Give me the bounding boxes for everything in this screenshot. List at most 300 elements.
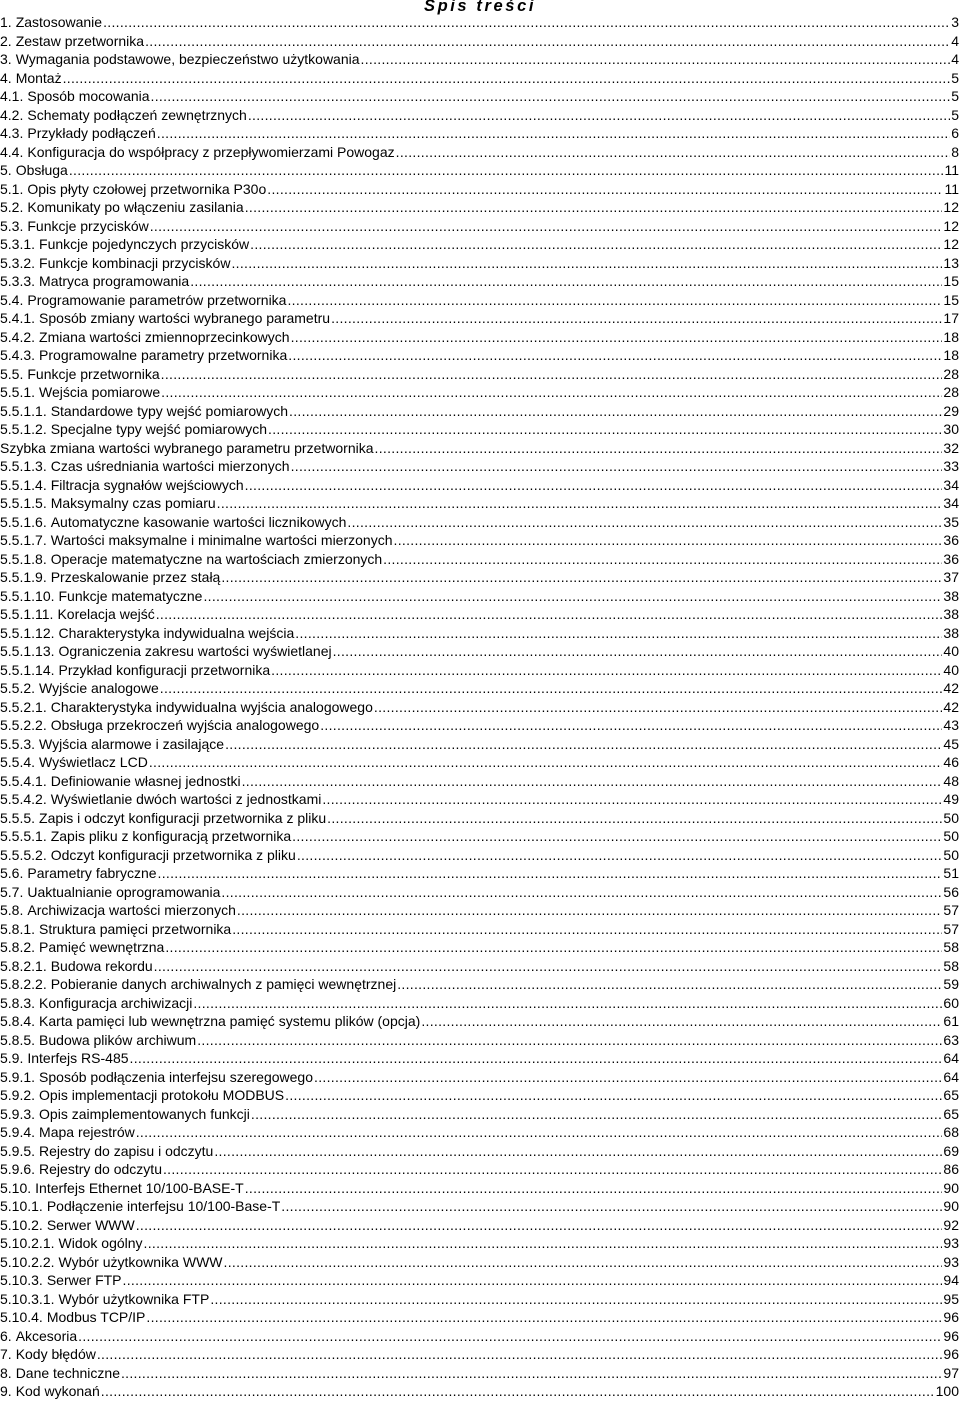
toc-entry[interactable] bbox=[0, 827, 959, 846]
toc-entry-label: Opis implementacji protokołu MODBUS bbox=[39, 1087, 285, 1103]
toc-entry[interactable] bbox=[0, 1364, 959, 1383]
toc-entry-label: Podłączenie interfejsu 10/100-Base-T bbox=[46, 1198, 281, 1214]
toc-entry-page-number: 95 bbox=[943, 1290, 959, 1307]
toc-entry-page-number: 32 bbox=[943, 439, 959, 456]
toc-entry-page-number: 100 bbox=[935, 1383, 959, 1399]
toc-entry-number: 5.1. bbox=[0, 180, 24, 197]
toc-entry[interactable] bbox=[0, 883, 959, 902]
toc-entry-page-number: 42 bbox=[943, 680, 959, 696]
toc-entry-number: 5.3.2. bbox=[0, 254, 36, 271]
toc-entry[interactable] bbox=[0, 1308, 959, 1327]
toc-entry-label: Wybór użytkownika FTP bbox=[58, 1290, 210, 1307]
toc-entry-number: 5.8.3. bbox=[0, 994, 36, 1011]
toc-entry-number: 5.10.1. bbox=[0, 1198, 43, 1214]
toc-entry-page-number: 97 bbox=[943, 1364, 959, 1381]
toc-entry-page-number: 45 bbox=[943, 735, 959, 752]
toc-entry[interactable] bbox=[0, 1290, 959, 1309]
toc-entry-page-number: 18 bbox=[943, 347, 959, 363]
toc-entry-label: Schematy podłączeń zewnętrznych bbox=[27, 106, 247, 123]
toc-entry[interactable] bbox=[0, 716, 959, 735]
toc-entry-number: 5.8.2.2. bbox=[0, 976, 47, 992]
toc-entry-page-number: 94 bbox=[943, 1272, 959, 1288]
dot-leader bbox=[320, 716, 942, 735]
toc-entry[interactable] bbox=[0, 32, 959, 51]
toc-entry-label: Charakterystyka indywidualna wyjścia analogowego bbox=[50, 698, 373, 715]
toc-entry-number: 5.10.2.2. bbox=[0, 1253, 55, 1270]
toc-entry-label: Sposób podłączenia interfejsu szeregowego bbox=[39, 1068, 313, 1085]
toc-entry[interactable] bbox=[0, 1271, 959, 1290]
toc-entry-number: 5.3.3. bbox=[0, 273, 36, 289]
toc-entry-number: 5.10.3. bbox=[0, 1272, 43, 1288]
table-of-contents bbox=[0, 13, 959, 1401]
dot-leader bbox=[121, 1364, 942, 1383]
toc-entry-number: 5.5.3. bbox=[0, 735, 36, 752]
toc-entry-label: Funkcje matematyczne bbox=[58, 587, 203, 604]
toc-entry-number: 5.2. bbox=[0, 199, 24, 215]
toc-entry[interactable] bbox=[0, 975, 959, 994]
dot-leader bbox=[197, 1031, 942, 1050]
toc-entry-page-number: 8 bbox=[951, 143, 959, 160]
dot-leader bbox=[157, 124, 950, 143]
toc-entry[interactable] bbox=[0, 161, 959, 180]
toc-entry-page-number: 30 bbox=[943, 421, 959, 437]
toc-entry-number: 4.2. bbox=[0, 106, 24, 123]
toc-entry-page-number: 51 bbox=[943, 865, 959, 881]
toc-entry-page-number: 96 bbox=[943, 1309, 959, 1325]
toc-entry[interactable] bbox=[0, 1142, 959, 1161]
toc-entry[interactable] bbox=[0, 901, 959, 920]
toc-entry-label: Struktura pamięci przetwornika bbox=[39, 920, 232, 937]
toc-entry[interactable] bbox=[0, 846, 959, 865]
dot-leader bbox=[361, 50, 951, 69]
toc-entry-number: 5.6. bbox=[0, 865, 24, 881]
toc-entry[interactable] bbox=[0, 1179, 959, 1198]
toc-entry-page-number: 86 bbox=[943, 1161, 959, 1177]
dot-leader bbox=[103, 13, 950, 32]
toc-entry-label: Funkcje pojedynczych przycisków bbox=[39, 236, 250, 252]
dot-leader bbox=[285, 1086, 942, 1105]
toc-entry-number: 5. bbox=[0, 162, 12, 178]
toc-entry[interactable] bbox=[0, 1086, 959, 1105]
dot-leader bbox=[383, 550, 942, 569]
dot-leader bbox=[225, 735, 942, 754]
toc-entry[interactable] bbox=[0, 1327, 959, 1346]
toc-entry-page-number: 11 bbox=[944, 162, 959, 178]
dot-leader bbox=[150, 217, 943, 236]
toc-entry[interactable] bbox=[0, 309, 959, 328]
toc-entry-label: Wyjścia alarmowe i zasilające bbox=[39, 735, 225, 752]
toc-entry-label: Szybka zmiana wartości wybranego parametru przetwornika bbox=[0, 439, 374, 456]
toc-entry-page-number: 38 bbox=[943, 624, 959, 641]
toc-entry-page-number: 68 bbox=[943, 1124, 959, 1140]
toc-entry-page-number: 59 bbox=[943, 976, 959, 992]
toc-entry-label: Wyświetlacz LCD bbox=[39, 754, 148, 770]
toc-entry-page-number: 96 bbox=[943, 1327, 959, 1344]
toc-entry-label: Pobieranie danych archiwalnych z pamięci wewnętrznej bbox=[50, 976, 397, 992]
toc-entry[interactable] bbox=[0, 346, 959, 365]
toc-entry[interactable] bbox=[0, 864, 959, 883]
page-title: Spis treści bbox=[423, 0, 537, 15]
toc-entry-label: Widok ogólny bbox=[58, 1235, 143, 1251]
toc-entry-number: 5.10.3.1. bbox=[0, 1290, 55, 1307]
toc-entry-page-number: 37 bbox=[943, 569, 959, 585]
toc-entry[interactable] bbox=[0, 124, 959, 143]
toc-entry[interactable] bbox=[0, 587, 959, 606]
toc-entry-page-number: 56 bbox=[943, 883, 959, 900]
toc-entry-label: Przykład konfiguracji przetwornika bbox=[58, 661, 271, 678]
toc-entry-page-number: 90 bbox=[943, 1179, 959, 1196]
toc-entry-number: 2. bbox=[0, 32, 12, 49]
toc-entry[interactable] bbox=[0, 1049, 959, 1068]
toc-entry-page-number: 40 bbox=[943, 643, 959, 659]
toc-entry[interactable] bbox=[0, 402, 959, 421]
dot-leader bbox=[69, 161, 944, 180]
toc-entry-page-number: 15 bbox=[943, 273, 959, 289]
dot-leader bbox=[224, 1253, 943, 1272]
toc-entry[interactable] bbox=[0, 772, 959, 791]
toc-entry-page-number: 58 bbox=[943, 939, 959, 955]
toc-entry-number: 5.3. bbox=[0, 217, 24, 234]
toc-entry-number: 5.5.1.9. bbox=[0, 569, 47, 585]
toc-entry-number: 5.8.2. bbox=[0, 939, 36, 955]
dot-leader bbox=[149, 753, 943, 772]
toc-entry[interactable] bbox=[0, 568, 959, 587]
toc-entry[interactable] bbox=[0, 531, 959, 550]
toc-entry-number: 5.9.4. bbox=[0, 1124, 36, 1140]
toc-entry-number: 5.5.4. bbox=[0, 754, 36, 770]
toc-entry[interactable] bbox=[0, 420, 959, 439]
toc-entry-label: Parametry fabryczne bbox=[27, 865, 157, 881]
toc-entry[interactable] bbox=[0, 198, 959, 217]
toc-entry-page-number: 64 bbox=[943, 1068, 959, 1085]
toc-entry-label: Modbus TCP/IP bbox=[46, 1309, 146, 1325]
toc-entry-page-number: 50 bbox=[943, 846, 959, 863]
toc-entry-number: 5.5.1.2. bbox=[0, 421, 47, 437]
toc-entry[interactable] bbox=[0, 513, 959, 532]
dot-leader bbox=[145, 32, 950, 51]
toc-entry[interactable] bbox=[0, 1345, 959, 1364]
toc-entry-number: 1. bbox=[0, 14, 12, 30]
toc-entry-number: 5.5.2.1. bbox=[0, 698, 47, 715]
toc-entry[interactable] bbox=[0, 698, 959, 717]
toc-entry-label: Budowa rekordu bbox=[50, 957, 153, 974]
toc-entry-page-number: 13 bbox=[943, 254, 959, 271]
toc-entry-page-number: 96 bbox=[943, 1346, 959, 1362]
dot-leader bbox=[232, 920, 942, 939]
toc-entry-label: Maksymalny czas pomiaru bbox=[50, 495, 216, 511]
dot-leader bbox=[146, 1308, 942, 1327]
toc-entry-label: Filtracja sygnałów wejściowych bbox=[50, 476, 244, 493]
dot-leader bbox=[421, 1012, 942, 1031]
toc-entry[interactable] bbox=[0, 50, 959, 69]
toc-entry-label: Programowanie parametrów przetwornika bbox=[27, 291, 287, 308]
dot-leader bbox=[297, 846, 943, 865]
toc-entry-label: Obsługa bbox=[15, 162, 68, 178]
toc-entry-label: Opis płyty czołowej przetwornika P30o bbox=[27, 180, 267, 197]
toc-entry-page-number: 48 bbox=[943, 772, 959, 789]
dot-leader bbox=[151, 87, 951, 106]
toc-entry[interactable] bbox=[0, 87, 959, 106]
toc-entry[interactable] bbox=[0, 180, 959, 199]
toc-entry-number: 5.9.6. bbox=[0, 1161, 36, 1177]
toc-entry[interactable] bbox=[0, 957, 959, 976]
toc-entry-number: 5.5.5.1. bbox=[0, 828, 47, 844]
toc-entry-page-number: 5 bbox=[951, 69, 959, 86]
toc-entry-page-number: 69 bbox=[943, 1142, 959, 1159]
dot-leader bbox=[237, 901, 943, 920]
toc-entry[interactable] bbox=[0, 1123, 959, 1142]
dot-leader bbox=[291, 457, 943, 476]
toc-entry[interactable] bbox=[0, 106, 959, 125]
toc-entry[interactable] bbox=[0, 217, 959, 236]
toc-entry[interactable] bbox=[0, 272, 959, 291]
toc-entry[interactable] bbox=[0, 994, 959, 1013]
toc-entry-label: Sposób zmiany wartości wybranego parametru bbox=[39, 310, 331, 326]
toc-entry-page-number: 40 bbox=[943, 661, 959, 678]
toc-entry-number: 5.9.2. bbox=[0, 1087, 36, 1103]
toc-entry[interactable] bbox=[0, 365, 959, 384]
dot-leader bbox=[97, 1345, 943, 1364]
toc-entry[interactable] bbox=[0, 383, 959, 402]
dot-leader bbox=[245, 1179, 943, 1198]
toc-entry[interactable] bbox=[0, 494, 959, 513]
toc-entry-label: Opis zaimplementowanych funkcji bbox=[39, 1105, 250, 1122]
toc-entry[interactable] bbox=[0, 457, 959, 476]
toc-entry-page-number: 17 bbox=[943, 310, 959, 326]
toc-entry-label: Zmiana wartości zmiennoprzecinkowych bbox=[39, 328, 290, 345]
toc-entry-number: 7. bbox=[0, 1346, 12, 1362]
toc-entry[interactable] bbox=[0, 1068, 959, 1087]
toc-entry-label: Wejścia pomiarowe bbox=[39, 384, 161, 400]
dot-leader bbox=[165, 938, 942, 957]
toc-entry-number: 5.5.2.2. bbox=[0, 717, 47, 733]
toc-entry-page-number: 93 bbox=[943, 1235, 959, 1251]
dot-leader bbox=[242, 772, 943, 791]
dot-leader bbox=[210, 1290, 942, 1309]
dot-leader bbox=[158, 864, 943, 883]
toc-entry-page-number: 4 bbox=[951, 51, 959, 67]
toc-entry-label: Wyświetlanie dwóch wartości z jednostkami bbox=[50, 791, 322, 807]
toc-entry-number: 5.5.1.3. bbox=[0, 458, 47, 474]
toc-entry-label: Charakterystyka indywidualna wejścia bbox=[58, 624, 295, 641]
toc-entry-label: Wartości maksymalne i minimalne wartości mierzonych bbox=[50, 532, 393, 548]
toc-entry-label: Zestaw przetwornika bbox=[15, 32, 145, 49]
toc-entry[interactable] bbox=[0, 790, 959, 809]
toc-entry[interactable] bbox=[0, 69, 959, 88]
toc-entry-page-number: 42 bbox=[943, 698, 959, 715]
toc-entry[interactable] bbox=[0, 809, 959, 828]
dot-leader bbox=[154, 957, 943, 976]
toc-entry[interactable] bbox=[0, 735, 959, 754]
toc-entry[interactable] bbox=[0, 1105, 959, 1124]
toc-entry-label: Akcesoria bbox=[15, 1327, 78, 1344]
dot-leader bbox=[144, 1234, 943, 1253]
toc-entry[interactable] bbox=[0, 1234, 959, 1253]
dot-leader bbox=[314, 1068, 942, 1087]
toc-entry-page-number: 64 bbox=[943, 1050, 959, 1066]
toc-entry-number: 5.5.1.8. bbox=[0, 550, 47, 567]
toc-entry-number: 4.1. bbox=[0, 88, 24, 104]
toc-entry[interactable] bbox=[0, 1031, 959, 1050]
toc-entry-label: Rejestry do odczytu bbox=[39, 1161, 162, 1177]
toc-entry-page-number: 57 bbox=[943, 920, 959, 937]
toc-entry-label: Uaktualnianie oprogramowania bbox=[27, 883, 221, 900]
toc-entry[interactable] bbox=[0, 1216, 959, 1235]
toc-entry-label: Wyjście analogowe bbox=[39, 680, 159, 696]
toc-entry-page-number: 3 bbox=[951, 14, 959, 30]
toc-entry-label: Kod wykonań bbox=[15, 1383, 100, 1399]
dot-leader bbox=[347, 513, 942, 532]
toc-entry-page-number: 50 bbox=[943, 809, 959, 826]
dot-leader bbox=[136, 1216, 943, 1235]
dot-leader bbox=[161, 365, 943, 384]
toc-entry-page-number: 65 bbox=[943, 1087, 959, 1103]
toc-entry-label: Pamięć wewnętrzna bbox=[39, 939, 165, 955]
toc-entry-label: Funkcje przetwornika bbox=[27, 365, 160, 382]
toc-entry-page-number: 43 bbox=[943, 717, 959, 733]
dot-leader bbox=[245, 476, 943, 495]
toc-entry-number: 5.7. bbox=[0, 883, 24, 900]
toc-entry-label: Przeskalowanie przez stałą bbox=[50, 569, 221, 585]
toc-entry[interactable] bbox=[0, 642, 959, 661]
toc-entry-label: Kody błędów bbox=[15, 1346, 96, 1362]
toc-entry-label: Czas uśredniania wartości mierzonych bbox=[50, 458, 290, 474]
toc-entry[interactable] bbox=[0, 254, 959, 273]
dot-leader bbox=[374, 698, 943, 717]
toc-entry-label: Korelacja wejść bbox=[57, 606, 155, 622]
dot-leader bbox=[288, 346, 942, 365]
toc-entry[interactable] bbox=[0, 1382, 959, 1401]
toc-entry-page-number: 35 bbox=[943, 513, 959, 530]
dot-leader bbox=[248, 106, 950, 125]
dot-leader bbox=[295, 624, 942, 643]
toc-entry-number: 5.5.1.10. bbox=[0, 587, 55, 604]
toc-entry-number: 9. bbox=[0, 1383, 12, 1399]
toc-entry[interactable] bbox=[0, 661, 959, 680]
dot-leader bbox=[63, 69, 951, 88]
toc-entry[interactable] bbox=[0, 679, 959, 698]
dot-leader bbox=[333, 642, 943, 661]
toc-entry-label: Dane techniczne bbox=[15, 1364, 120, 1381]
toc-entry-page-number: 5 bbox=[951, 88, 959, 104]
dot-leader bbox=[221, 568, 942, 587]
toc-entry-page-number: 65 bbox=[943, 1105, 959, 1122]
dot-leader bbox=[271, 661, 942, 680]
toc-entry-page-number: 12 bbox=[943, 217, 959, 234]
toc-entry-number: 5.5.1. bbox=[0, 384, 36, 400]
toc-entry-page-number: 6 bbox=[951, 125, 959, 141]
toc-entry-page-number: 38 bbox=[943, 606, 959, 622]
toc-entry-page-number: 5 bbox=[951, 106, 959, 123]
toc-entry-number: 4. bbox=[0, 69, 12, 86]
toc-entry-page-number: 28 bbox=[943, 384, 959, 400]
toc-entry-number: 5.8.5. bbox=[0, 1031, 36, 1048]
dot-leader bbox=[161, 383, 942, 402]
dot-leader bbox=[203, 587, 942, 606]
toc-entry-label: Interfejs Ethernet 10/100-BASE-T bbox=[35, 1179, 244, 1196]
toc-entry-page-number: 49 bbox=[943, 791, 959, 807]
toc-entry[interactable] bbox=[0, 235, 959, 254]
toc-entry-number: 8. bbox=[0, 1364, 12, 1381]
toc-entry[interactable] bbox=[0, 143, 959, 162]
toc-entry[interactable] bbox=[0, 291, 959, 310]
toc-entry-label: Przykłady podłączeń bbox=[27, 125, 156, 141]
dot-leader bbox=[136, 1123, 943, 1142]
toc-entry-number: 5.9. bbox=[0, 1050, 24, 1066]
toc-entry-number: 3. bbox=[0, 51, 12, 67]
dot-leader bbox=[78, 1327, 942, 1346]
toc-entry[interactable] bbox=[0, 753, 959, 772]
dot-leader bbox=[231, 254, 942, 273]
toc-entry-label: Sposób mocowania bbox=[27, 88, 150, 104]
toc-entry-number: 5.5.2. bbox=[0, 680, 36, 696]
toc-entry-number: 5.4. bbox=[0, 291, 24, 308]
dot-leader bbox=[397, 975, 942, 994]
toc-entry-label: Odczyt konfiguracji przetwornika z pliku bbox=[50, 846, 296, 863]
dot-leader bbox=[101, 1382, 935, 1401]
toc-entry[interactable] bbox=[0, 605, 959, 624]
toc-entry-number: 5.8.4. bbox=[0, 1013, 36, 1029]
toc-entry-number: 5.4.3. bbox=[0, 347, 36, 363]
dot-leader bbox=[251, 1105, 943, 1124]
toc-entry[interactable] bbox=[0, 13, 959, 32]
toc-entry-label: Rejestry do zapisu i odczytu bbox=[39, 1142, 214, 1159]
toc-entry[interactable] bbox=[0, 476, 959, 495]
dot-leader bbox=[245, 198, 943, 217]
toc-entry[interactable] bbox=[0, 938, 959, 957]
toc-entry[interactable] bbox=[0, 328, 959, 347]
toc-entry-number: 4.3. bbox=[0, 125, 24, 141]
toc-entry[interactable] bbox=[0, 439, 959, 458]
toc-entry-label: Karta pamięci lub wewnętrzna pamięć systemu plików (opcja) bbox=[39, 1013, 421, 1029]
dot-leader bbox=[221, 883, 942, 902]
toc-entry-page-number: 92 bbox=[943, 1216, 959, 1233]
toc-entry-page-number: 15 bbox=[943, 291, 959, 308]
dot-leader bbox=[163, 1160, 942, 1179]
toc-entry-label: Konfiguracja archiwizacji bbox=[39, 994, 193, 1011]
toc-entry[interactable] bbox=[0, 920, 959, 939]
dot-leader bbox=[396, 143, 951, 162]
toc-entry-number: 5.5.1.4. bbox=[0, 476, 47, 493]
toc-entry-page-number: 29 bbox=[943, 402, 959, 419]
toc-entry-label: Montaż bbox=[15, 69, 62, 86]
toc-entry-label: Budowa plików archiwum bbox=[39, 1031, 197, 1048]
dot-leader bbox=[214, 1142, 942, 1161]
toc-entry[interactable] bbox=[0, 550, 959, 569]
toc-entry[interactable] bbox=[0, 1197, 959, 1216]
dot-leader bbox=[331, 309, 942, 328]
toc-entry[interactable] bbox=[0, 1012, 959, 1031]
toc-entry-page-number: 61 bbox=[943, 1013, 959, 1029]
toc-entry[interactable] bbox=[0, 1160, 959, 1179]
toc-entry-page-number: 12 bbox=[943, 199, 959, 215]
toc-entry-number: 5.4.1. bbox=[0, 310, 36, 326]
toc-entry-page-number: 12 bbox=[943, 236, 959, 252]
toc-entry-number: 5.10. bbox=[0, 1179, 32, 1196]
toc-entry-number: 5.10.4. bbox=[0, 1309, 43, 1325]
toc-entry[interactable] bbox=[0, 1253, 959, 1272]
toc-entry-label: Programowalne parametry przetwornika bbox=[39, 347, 288, 363]
toc-entry-page-number: 90 bbox=[943, 1198, 959, 1214]
toc-entry-number: 4.4. bbox=[0, 143, 24, 160]
toc-entry-number: 5.5.1.11. bbox=[0, 606, 54, 622]
toc-entry-number: 5.8.1. bbox=[0, 920, 36, 937]
dot-leader bbox=[327, 809, 942, 828]
dot-leader bbox=[130, 1049, 943, 1068]
toc-entry[interactable] bbox=[0, 624, 959, 643]
toc-entry-number: 5.5.1.5. bbox=[0, 495, 47, 511]
toc-entry-number: 5.9.1. bbox=[0, 1068, 36, 1085]
